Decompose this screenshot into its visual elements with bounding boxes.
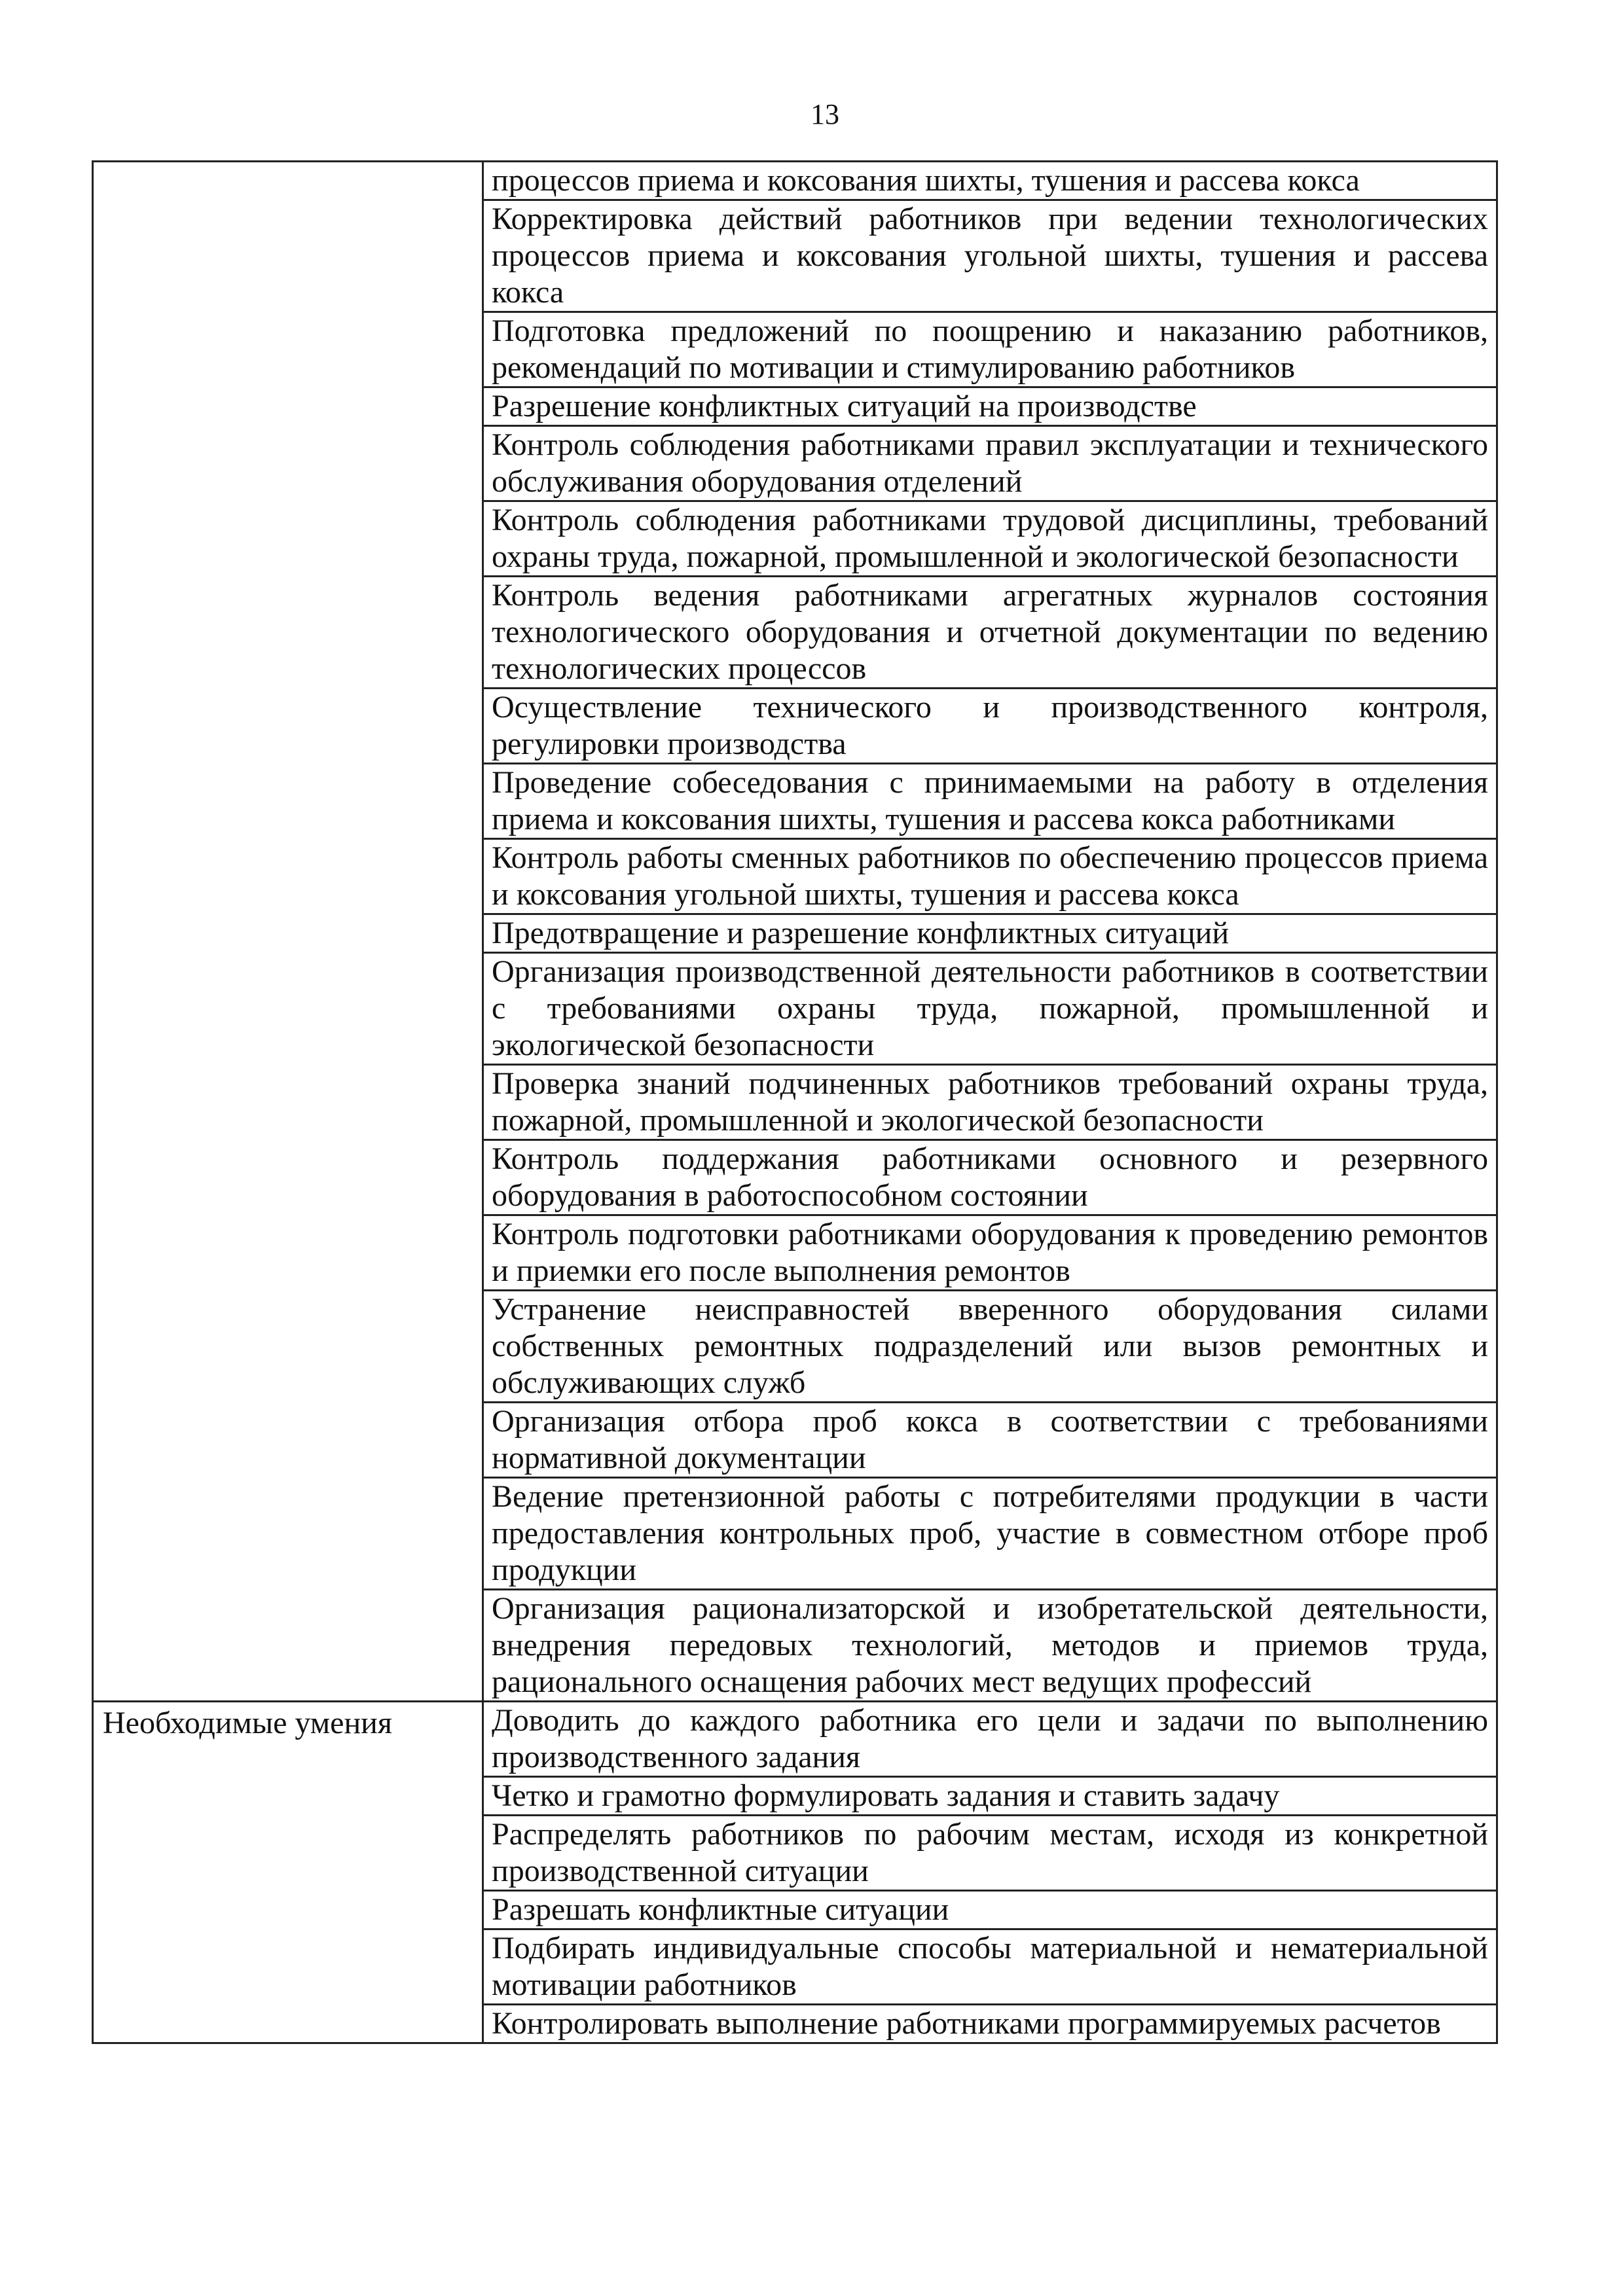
requirement-cell: Контроль подготовки работниками оборудования к проведению ремонтов и приемки его после выполнения ремонтов <box>483 1215 1497 1291</box>
requirement-cell: Разрешать конфликтные ситуации <box>483 1891 1497 1929</box>
requirement-cell: Разрешение конфликтных ситуаций на производстве <box>483 387 1497 426</box>
requirement-cell: Проведение собеседования с принимаемыми на работу в отделения приема и коксования шихты, тушения и рассева кокса работниками <box>483 764 1497 839</box>
requirement-cell: Доводить до каждого работника его цели и задачи по выполнению производственного задания <box>483 1702 1497 1777</box>
requirement-cell: Контроль поддержания работниками основного и резервного оборудования в работоспособном состоянии <box>483 1140 1497 1215</box>
requirements-table <box>92 160 1498 2044</box>
table-row <box>93 1702 1497 1777</box>
requirement-cell: Корректировка действий работников при ведении технологических процессов приема и коксования угольной шихты, тушения и рассева кокса <box>483 200 1497 312</box>
requirement-cell: Подготовка предложений по поощрению и наказанию работников, рекомендаций по мотивации и стимулированию работников <box>483 312 1497 387</box>
requirement-cell: Устранение неисправностей вверенного оборудования силами собственных ремонтных подразделений или вызов ремонтных и обслуживающих служб <box>483 1291 1497 1403</box>
page-number: 13 <box>811 98 839 130</box>
requirement-cell: Подбирать индивидуальные способы материальной и нематериальной мотивации работников <box>483 1929 1497 2005</box>
section-label-continued <box>93 162 483 1702</box>
requirement-cell: Ведение претензионной работы с потребителями продукции в части предоставления контрольных проб, участие в совместном отборе проб продукции <box>483 1478 1497 1590</box>
requirement-cell: Контролировать выполнение работниками программируемых расчетов <box>483 2005 1497 2043</box>
requirement-cell: Предотвращение и разрешение конфликтных ситуаций <box>483 914 1497 953</box>
requirement-cell: Контроль соблюдения работниками трудовой дисциплины, требований охраны труда, пожарной, промышленной и экологической безопасности <box>483 501 1497 577</box>
requirement-cell: Осуществление технического и производственного контроля, регулировки производства <box>483 689 1497 764</box>
requirement-cell: Четко и грамотно формулировать задания и ставить задачу <box>483 1777 1497 1816</box>
table-row <box>93 162 1497 200</box>
requirement-cell: Организация производственной деятельности работников в соответствии с требованиями охраны труда, пожарной, промышленной и экологической безопасности <box>483 953 1497 1065</box>
requirement-cell: Контроль работы сменных работников по обеспечению процессов приема и коксования угольной шихты, тушения и рассева кокса <box>483 839 1497 914</box>
requirement-cell: Организация рационализаторской и изобретательской деятельности, внедрения передовых технологий, методов и приемов труда, рационального оснащения рабочих мест ведущих профессий <box>483 1590 1497 1702</box>
requirement-cell: Контроль соблюдения работниками правил эксплуатации и технического обслуживания оборудования отделений <box>483 426 1497 501</box>
requirement-cell: Распределять работников по рабочим местам, исходя из конкретной производственной ситуации <box>483 1816 1497 1891</box>
requirement-cell: Организация отбора проб кокса в соответствии с требованиями нормативной документации <box>483 1403 1497 1478</box>
requirement-cell: Проверка знаний подчиненных работников требований охраны труда, пожарной, промышленной и экологической безопасности <box>483 1065 1497 1140</box>
requirement-cell: Контроль ведения работниками агрегатных журналов состояния технологического оборудования и отчетной документации по ведению технологических процессов <box>483 577 1497 689</box>
requirement-cell: процессов приема и коксования шихты, тушения и рассева кокса <box>483 162 1497 200</box>
section-label-skills: Необходимые умения <box>93 1702 483 2043</box>
